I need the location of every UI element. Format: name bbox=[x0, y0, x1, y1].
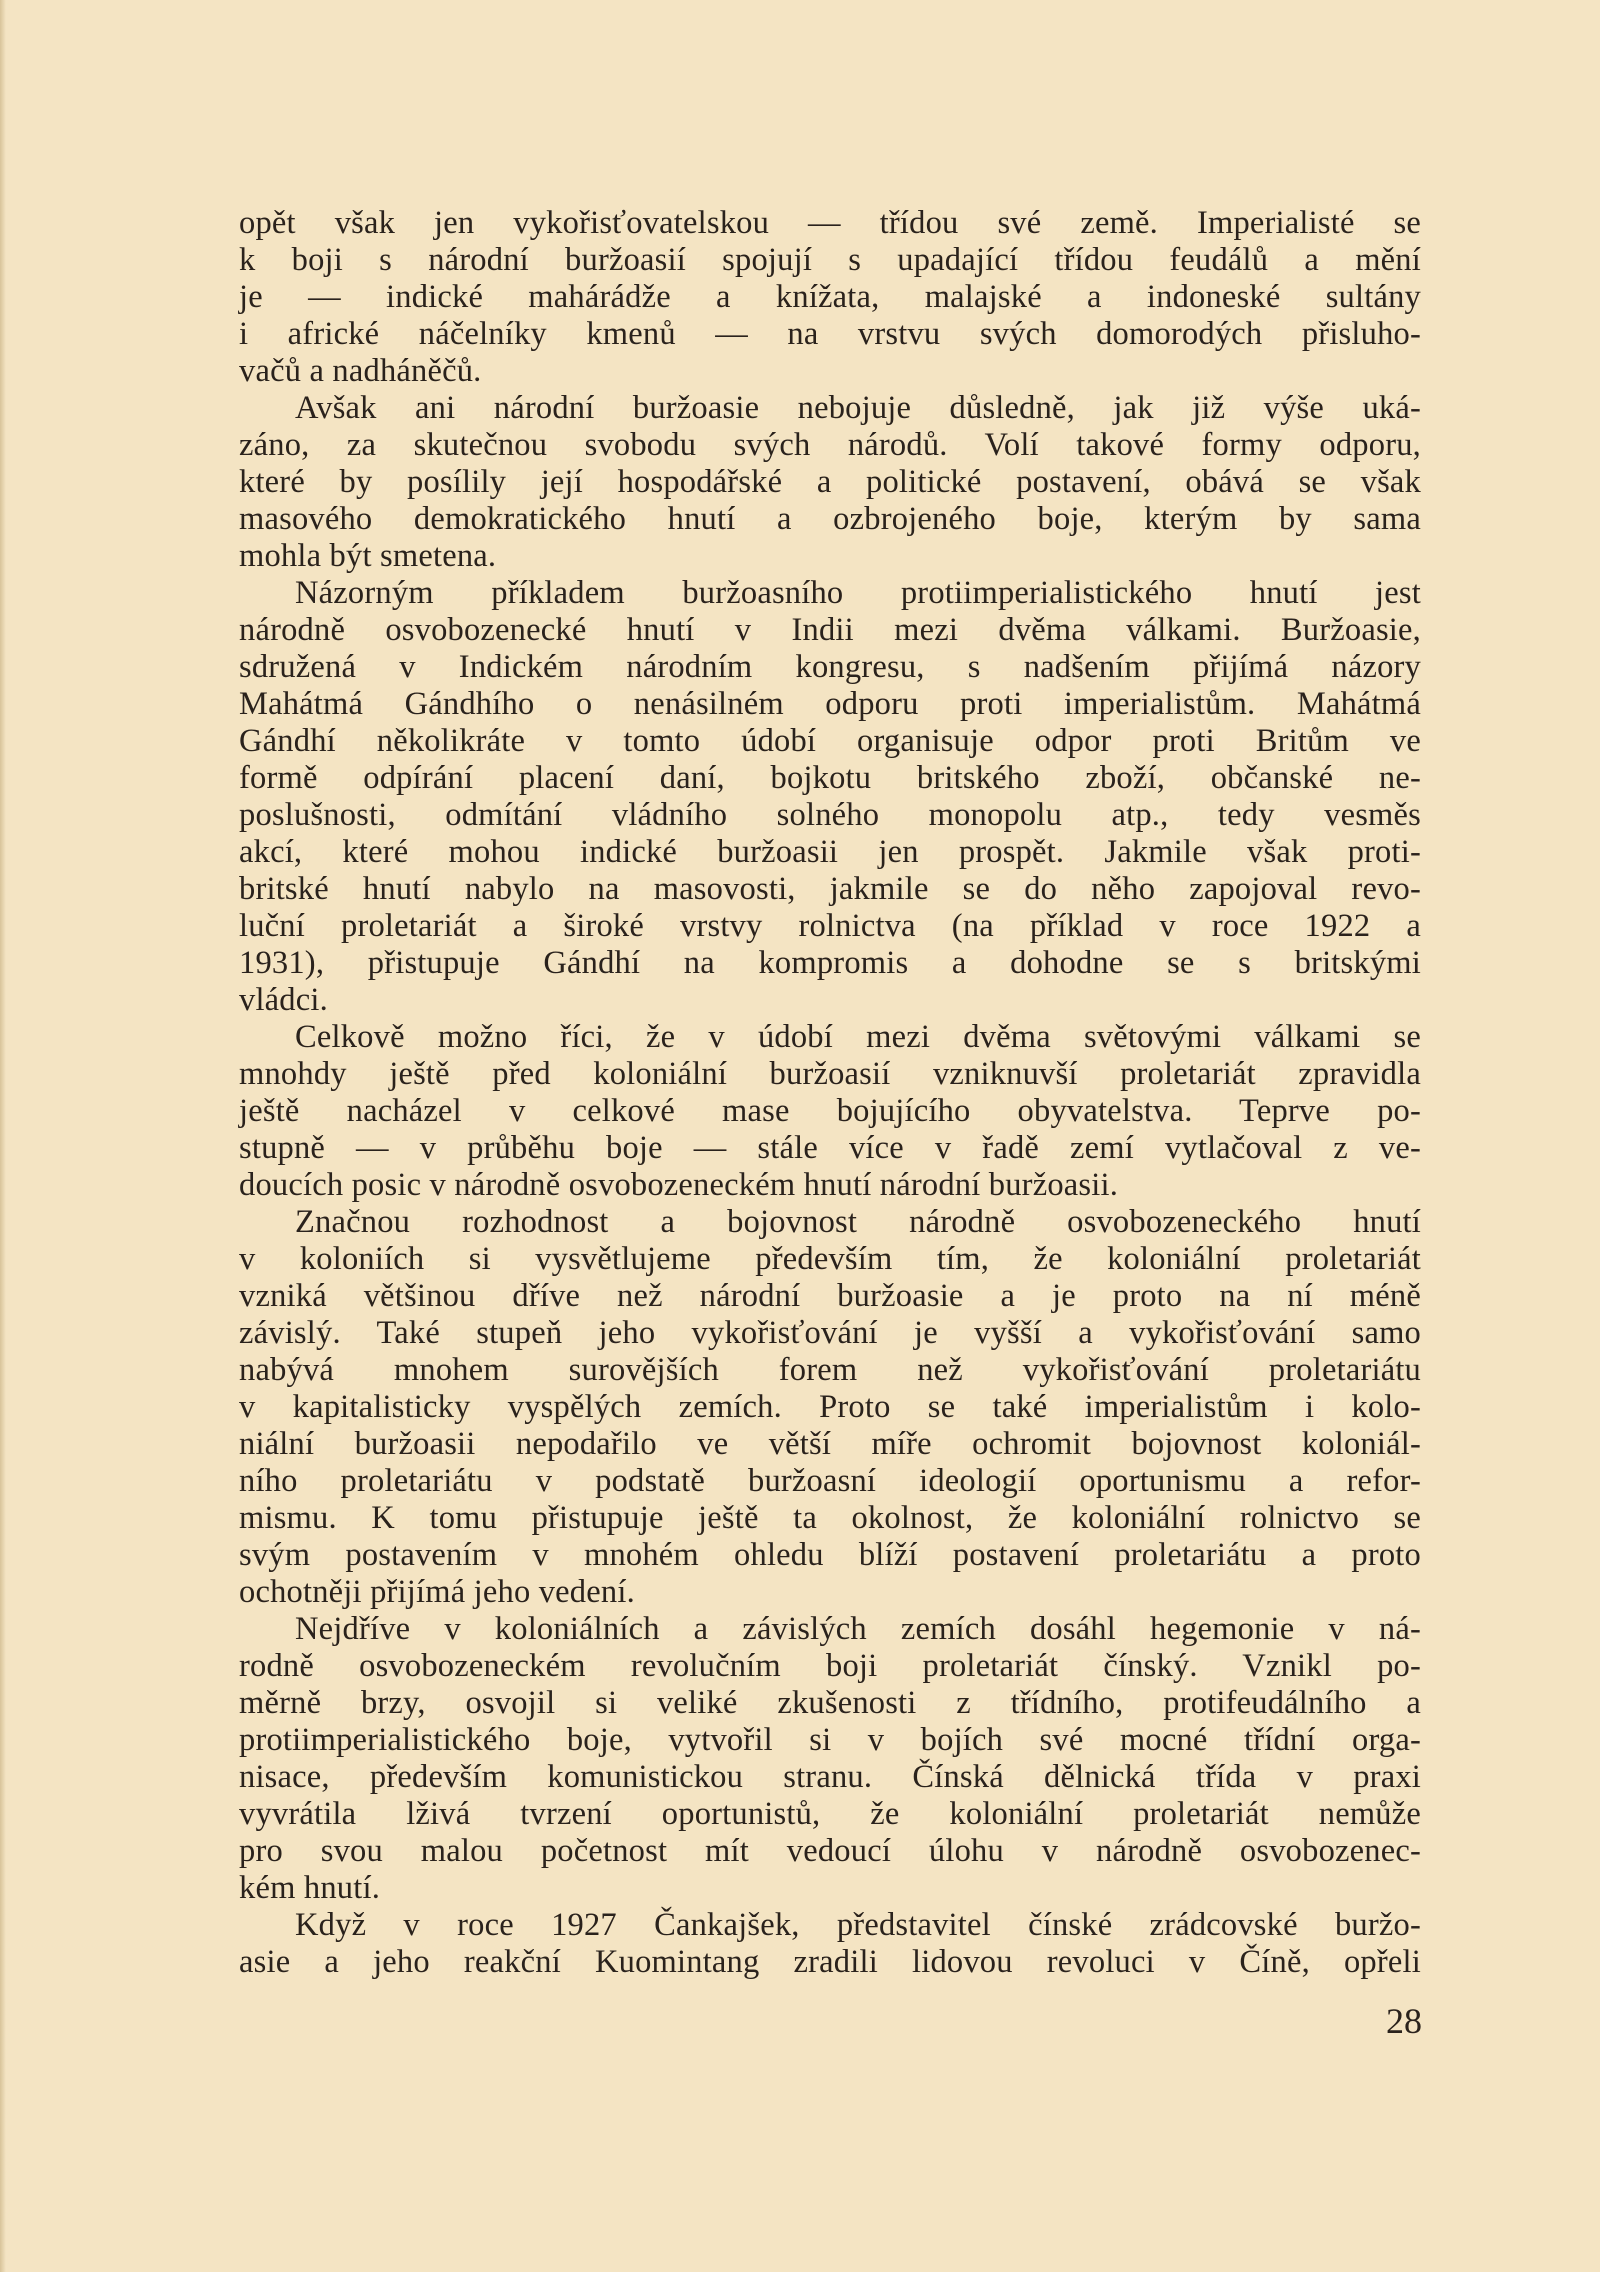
text-line: k boji s národní buržoasií spojují s upadající třídou feudálů a mění bbox=[239, 242, 1421, 278]
text-line: masového demokratického hnutí a ozbrojeného boje, kterým by sama bbox=[239, 501, 1421, 537]
text-line: opět však jen vykořisťovatelskou — třídou své země. Imperialisté se bbox=[239, 205, 1421, 241]
paragraph bbox=[239, 1907, 1421, 1981]
text-line: Avšak ani národní buržoasie nebojuje důsledně, jak již výše uká- bbox=[295, 390, 1421, 426]
text-line: vládci. bbox=[239, 982, 328, 1018]
text-line: formě odpírání placení daní, bojkotu britského zboží, občanské ne- bbox=[239, 760, 1421, 796]
text-line: rodně osvobozeneckém revolučním boji proletariát čínský. Vznikl po- bbox=[239, 1648, 1421, 1684]
body-text bbox=[239, 205, 1421, 1981]
text-line: je — indické mahárádže a knížata, malajské a indoneské sultány bbox=[239, 279, 1421, 315]
text-line: akcí, které mohou indické buržoasii jen prospět. Jakmile však proti- bbox=[239, 834, 1421, 870]
text-line: britské hnutí nabylo na masovosti, jakmile se do něho zapojoval revo- bbox=[239, 871, 1421, 907]
text-line: svým postavením v mnohém ohledu blíží postavení proletariátu a proto bbox=[239, 1537, 1421, 1573]
text-line: stupně — v průběhu boje — stále více v řadě zemí vytlačoval z ve- bbox=[239, 1130, 1421, 1166]
text-line: protiimperialistického boje, vytvořil si v bojích své mocné třídní orga- bbox=[239, 1722, 1421, 1758]
text-line: nabývá mnohem surovějších forem než vykořisťování proletariátu bbox=[239, 1352, 1421, 1388]
paragraph bbox=[239, 575, 1421, 1019]
text-line: záno, za skutečnou svobodu svých národů. Volí takové formy odporu, bbox=[239, 427, 1421, 463]
page-edge bbox=[0, 0, 6, 2272]
page-number: 28 bbox=[1386, 2001, 1422, 2041]
text-line: ochotněji přijímá jeho vedení. bbox=[239, 1574, 635, 1610]
text-line: doucích posic v národně osvobozeneckém hnutí národní buržoasii. bbox=[239, 1167, 1119, 1203]
text-line: niální buržoasii nepodařilo ve větší míře ochromit bojovnost koloniál- bbox=[239, 1426, 1421, 1462]
text-line: Gándhí několikráte v tomto údobí organisuje odpor proti Britům ve bbox=[239, 723, 1421, 759]
text-line: Když v roce 1927 Čankajšek, představitel čínské zrádcovské buržo- bbox=[295, 1907, 1421, 1943]
text-line: nisace, především komunistickou stranu. Čínská dělnická třída v praxi bbox=[239, 1759, 1421, 1795]
text-line: vzniká většinou dříve než národní buržoasie a je proto na ní méně bbox=[239, 1278, 1421, 1314]
text-line: v koloniích si vysvětlujeme především tím, že koloniální proletariát bbox=[239, 1241, 1421, 1277]
text-line: luční proletariát a široké vrstvy rolnictva (na příklad v roce 1922 a bbox=[239, 908, 1421, 944]
text-line: v kapitalisticky vyspělých zemích. Proto se také imperialistům i kolo- bbox=[239, 1389, 1421, 1425]
text-line: kém hnutí. bbox=[239, 1870, 381, 1906]
text-line: měrně brzy, osvojil si veliké zkušenosti z třídního, protifeudálního a bbox=[239, 1685, 1421, 1721]
text-line: vyvrátila lživá tvrzení oportunistů, že koloniální proletariát nemůže bbox=[239, 1796, 1421, 1832]
text-line: mismu. K tomu přistupuje ještě ta okolnost, že koloniální rolnictvo se bbox=[239, 1500, 1421, 1536]
text-line: mohla být smetena. bbox=[239, 538, 497, 574]
text-line: vačů a nadháněčů. bbox=[239, 353, 482, 389]
text-line: 1931), přistupuje Gándhí na kompromis a dohodne se s britskými bbox=[239, 945, 1421, 981]
paragraph bbox=[239, 205, 1421, 390]
paragraph bbox=[239, 1611, 1421, 1907]
text-line: mnohdy ještě před koloniální buržoasií vzniknuvší proletariát zpravidla bbox=[239, 1056, 1421, 1092]
text-line: závislý. Také stupeň jeho vykořisťování je vyšší a vykořisťování samo bbox=[239, 1315, 1421, 1351]
text-line: ního proletariátu v podstatě buržoasní ideologií oportunismu a refor- bbox=[239, 1463, 1421, 1499]
paragraph bbox=[239, 390, 1421, 575]
text-line: asie a jeho reakční Kuomintang zradili lidovou revoluci v Číně, opřeli bbox=[239, 1944, 1421, 1980]
text-line: i africké náčelníky kmenů — na vrstvu svých domorodých přisluho- bbox=[239, 316, 1421, 352]
paragraph bbox=[239, 1204, 1421, 1611]
text-line: Mahátmá Gándhího o nenásilném odporu proti imperialistům. Mahátmá bbox=[239, 686, 1421, 722]
text-line: Názorným příkladem buržoasního protiimperialistického hnutí jest bbox=[295, 575, 1421, 611]
text-line: národně osvobozenecké hnutí v Indii mezi dvěma válkami. Buržoasie, bbox=[239, 612, 1421, 648]
text-line: poslušnosti, odmítání vládního solného monopolu atp., tedy vesměs bbox=[239, 797, 1421, 833]
text-line: Celkově možno říci, že v údobí mezi dvěma světovými válkami se bbox=[295, 1019, 1421, 1055]
text-line: pro svou malou početnost mít vedoucí úlohu v národně osvobozenec- bbox=[239, 1833, 1421, 1869]
paragraph bbox=[239, 1019, 1421, 1204]
text-line: Značnou rozhodnost a bojovnost národně osvobozeneckého hnutí bbox=[295, 1204, 1421, 1240]
text-line: Nejdříve v koloniálních a závislých zemích dosáhl hegemonie v ná- bbox=[295, 1611, 1421, 1647]
text-line: sdružená v Indickém národním kongresu, s nadšením přijímá názory bbox=[239, 649, 1421, 685]
text-line: které by posílily její hospodářské a politické postavení, obává se však bbox=[239, 464, 1421, 500]
text-line: ještě nacházel v celkové mase bojujícího obyvatelstva. Teprve po- bbox=[239, 1093, 1421, 1129]
